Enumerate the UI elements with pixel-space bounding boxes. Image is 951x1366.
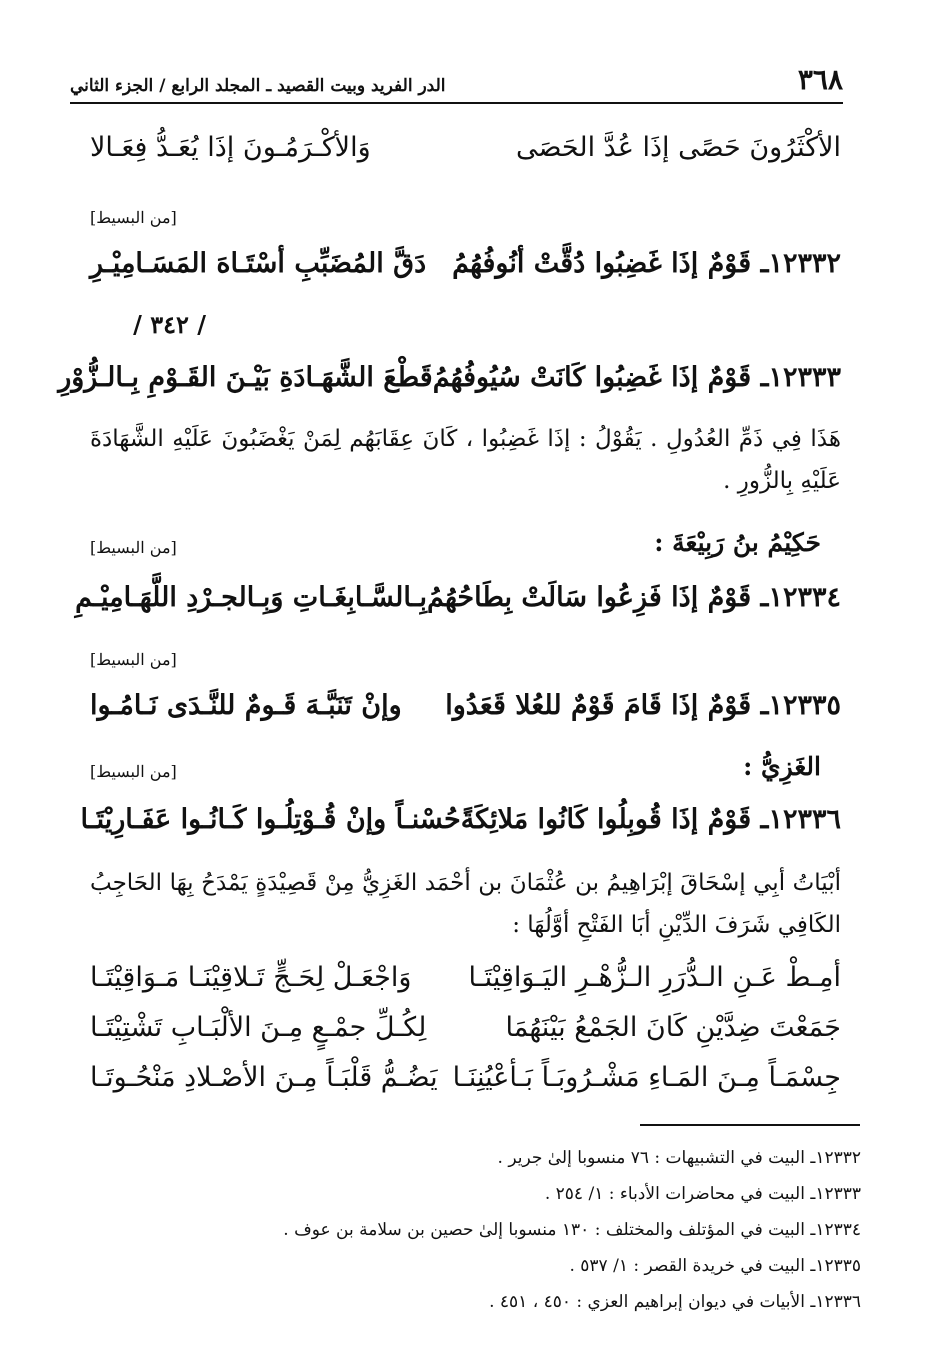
poem-line <box>90 962 841 993</box>
hemistich-2: دَقَّ المُضَبِّبِ أسْتَـاهَ المَسَـامِيْـرِ <box>90 248 427 279</box>
hemistich-2: قَطْعَ الشَّهَـادَةِ بَيْـنَ القَـوْمِ بِـالـزُّوْرِ <box>58 362 433 393</box>
commentary-12333: هَذَا فِي ذَمِّ العُدُولِ . يَقُوْلُ : إذَا غَضِبُوا ، كَانَ عِقَابَهُم لِمَنْ يَغْضَبُونَ عَلَيْهِ الشَّهَادَةَ عَلَيْهِ بِالزُّورِ . <box>90 426 841 494</box>
footnote: ١٢٣٣٣ـ البيت في محاضرات الأدباء : ١/ ٢٥٤ . <box>544 1184 861 1204</box>
verse-12336 <box>80 804 841 835</box>
footnote: ١٢٣٣٢ـ البيت في التشبيهات : ٧٦ منسوبا إلىٰ جرير . <box>497 1148 861 1168</box>
commentary-12336: أبْيَاتُ أبِي إسْحَاقَ إبْرَاهِيمُ بن عُثْمَانَ بن أحْمَد الغَزِيُّ مِنْ قَصِيْدَةٍ يَمْدَحُ بِهَا الحَاجِبُ الكَافِي شَرَفَ الدِّيْنِ أبَا الفَتْحِ أوَّلُهَا : <box>90 870 841 938</box>
hemistich-2: بِـالسَّـابِغَـاتِ وَبِـالجـرْدِ اللَّهَـامِيْـمِ <box>75 582 428 613</box>
hemistich-1: ١٢٣٣٤ـ قَوْمٌ إذَا فَزِعُوا سَالَتْ بِطَاحُهُمُ <box>427 582 841 613</box>
poet-name: الغَزِيُّ : <box>743 752 821 781</box>
hemistich-1: جِسْمَـاً مِـنَ المَـاءِ مَشْـرُوبَـاً بَـأعْيُنِنَـا <box>452 1062 841 1093</box>
verse-12332 <box>90 248 841 279</box>
meter-label: [من البسيط] <box>90 762 177 781</box>
hemistich-1: الأكْثَرُونَ حَصًى إذَا عُدَّ الحَصَى <box>516 132 841 163</box>
poem-line <box>90 1062 841 1093</box>
hemistich-1: ١٢٣٣٥ـ قَوْمٌ إذَا قَامَ قَوْمٌ للعُلا قَعَدُوا <box>445 690 841 721</box>
verse-12335 <box>90 690 841 721</box>
hemistich-1: ١٢٣٣٢ـ قَوْمٌ إذَا غَضِبُوا دُقَّتْ أنُوفُهُمُ <box>452 248 841 279</box>
running-title: الدر الفريد وبيت القصيد ـ المجلد الرابع / الجزء الثاني <box>70 76 446 96</box>
footnote: ١٢٣٣٤ـ البيت في المؤتلف والمختلف : ١٣٠ منسوبا إلىٰ حصين بن سلامة بن عوف . <box>283 1220 861 1240</box>
meter-label: [من البسيط] <box>90 208 177 227</box>
hemistich-2: حُسْنـاً وإنْ قُـوْتِلُـوا كَـانُـوا عَفَـارِيْتَـا <box>80 804 461 835</box>
footnote: ١٢٣٣٥ـ البيت في خريدة القصر : ١/ ٥٣٧ . <box>569 1256 861 1276</box>
hemistich-1: جَمَعْتَ ضِدَّيْنِ كَانَ الجَمْعُ بَيْنَهُمَا <box>505 1012 841 1043</box>
hemistich-2: وإنْ تَنَبَّـهَ قَـومٌ للنَّـدَى نَـامُـوا <box>90 690 402 721</box>
hemistich-2: وَاجْعَـلْ لِحَـجٍّ تَـلاقِيْنَـا مَـوَاقِيْتَـا <box>90 962 412 993</box>
poem-line <box>90 1012 841 1043</box>
verse-12334 <box>75 582 841 613</box>
verse-reference: / ٣٤٢ / <box>133 310 206 339</box>
hemistich-2: يَضُـمُّ قَلْبَـاً مِـنَ الأصْـلادِ مَنْحُـوتَـا <box>90 1062 438 1093</box>
footnote-separator <box>640 1124 860 1126</box>
hemistich-1: ١٢٣٣٦ـ قَوْمٌ إذَا قُوبِلُوا كَانُوا مَلائِكَةً <box>460 804 841 835</box>
verse-top <box>90 132 841 163</box>
page-header <box>70 64 843 104</box>
hemistich-2: لِكُـلِّ جمْـعٍ مِـنَ الألْبَـابِ تَشْتِيْتَـا <box>90 1012 427 1043</box>
page-number: ٣٦٨ <box>797 63 843 96</box>
hemistich-2: وَالأكْـرَمُـونَ إذَا يُعَـدُّ فِعَـالا <box>90 132 371 163</box>
verse-12333 <box>58 362 841 393</box>
footnote: ١٢٣٣٦ـ الأبيات في ديوان إبراهيم العزي : ٤٥٠ ، ٤٥١ . <box>489 1292 861 1312</box>
hemistich-1: أمِـطْ عَـنِ الـدُّرَرِ الـزُّهْـرِ اليَـوَاقِيْتَـا <box>468 962 841 993</box>
meter-label: [من البسيط] <box>90 538 177 557</box>
hemistich-1: ١٢٣٣٣ـ قَوْمٌ إذَا غَضِبُوا كَانَتْ سُيُوفُهُمُ <box>432 362 841 393</box>
poet-name: حَكِيْمُ بنُ رَبِيْعَةَ : <box>654 528 821 557</box>
meter-label: [من البسيط] <box>90 650 177 669</box>
